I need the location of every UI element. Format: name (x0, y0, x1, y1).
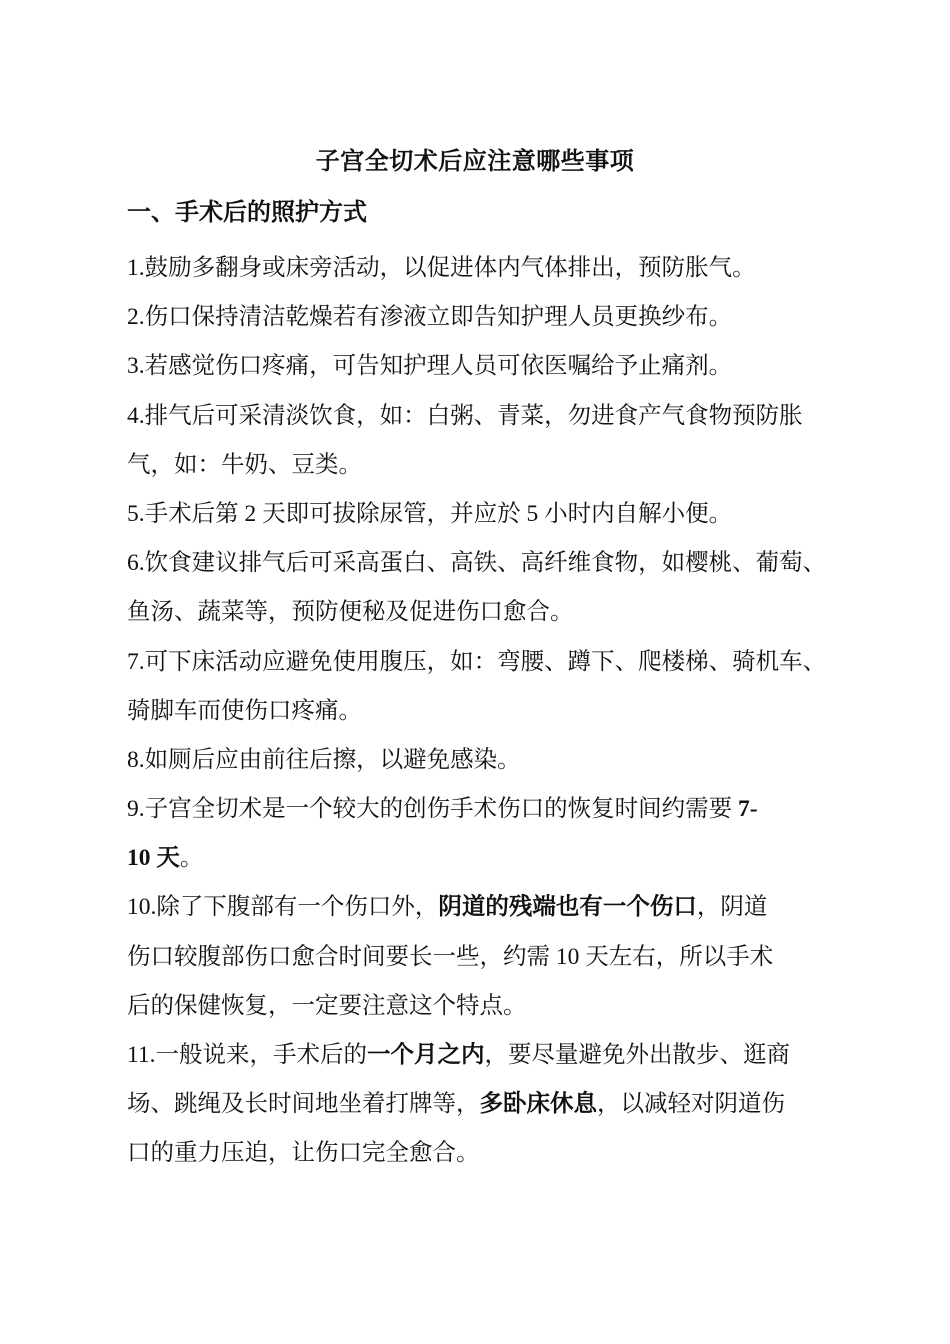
text-line (127, 687, 847, 736)
text-line (127, 883, 847, 932)
text-run: 10.除了下腹部有一个伤口外， (127, 894, 439, 921)
text-line (127, 293, 847, 342)
text-line (127, 1031, 847, 1080)
text-line (127, 244, 847, 293)
bold-text: 10 天 (127, 845, 180, 872)
text-run: 骑脚车而使伤口疼痛。 (127, 697, 362, 724)
text-line (127, 1080, 847, 1129)
text-line (127, 834, 847, 883)
text-run: 场、跳绳及长时间地坐着打牌等， (127, 1091, 480, 1118)
text-run: 1.鼓励多翻身或床旁活动，以促进体内气体排出，预防胀气。 (127, 255, 756, 281)
text-run: ，以减轻对阴道伤 (597, 1091, 785, 1118)
text-run: 5.手术后第 2 天即可拔除尿管，并应於 5 小时内自解小便。 (127, 500, 733, 527)
text-run: 。 (179, 845, 204, 872)
bold-text: 7- (738, 796, 758, 823)
bold-text: 一个月之内 (367, 1042, 485, 1068)
text-run: 鱼汤、蔬菜等，预防便秘及促进伤口愈合。 (127, 599, 574, 626)
text-run: 6.饮食建议排气后可采高蛋白、高铁、高纤维食物，如樱桃、葡萄、 (127, 550, 827, 577)
text-run: 8.如厕后应由前往后擦，以避免感染。 (127, 746, 521, 773)
text-run: ，要尽量避免外出散步、逛商 (484, 1042, 791, 1068)
text-run: 2.伤口保持清洁乾燥若有渗液立即告知护理人员更换纱布。 (127, 304, 733, 331)
body-text (127, 244, 847, 1179)
text-run: 3.若感觉伤口疼痛，可告知护理人员可依医嘱给予止痛剂。 (127, 353, 733, 380)
text-line (127, 392, 847, 441)
text-run: 后的保健恢复，一定要注意这个特点。 (127, 992, 527, 1019)
text-run: 伤口较腹部伤口愈合时间要长一些，约需 10 天左右，所以手术 (127, 943, 774, 970)
bold-text: 多卧床休息 (479, 1091, 597, 1118)
text-line (127, 933, 847, 982)
text-line (127, 490, 847, 539)
section-heading: 一、手术后的照护方式 (127, 200, 367, 226)
text-line (127, 588, 847, 637)
text-run: ，阴道 (696, 894, 768, 921)
text-line (127, 982, 847, 1031)
text-run: 9.子宫全切术是一个较大的创伤手术伤口的恢复时间约需要 (127, 796, 738, 823)
text-line (127, 539, 847, 588)
text-line (127, 441, 847, 490)
text-line (127, 736, 847, 785)
text-run: 11.一般说来，手术后的 (127, 1042, 368, 1068)
text-run: 7.可下床活动应避免使用腹压，如：弯腰、蹲下、爬楼梯、骑机车、 (127, 648, 827, 675)
text-line (127, 1129, 847, 1178)
bold-text: 阴道的残端也有一个伤口 (438, 894, 697, 921)
text-run: 4.排气后可采清淡饮食，如：白粥、青菜，勿进食产气食物预防胀 (127, 402, 803, 429)
document-title: 子宫全切术后应注意哪些事项 (315, 149, 635, 175)
text-run: 口的重力压迫，让伤口完全愈合。 (127, 1140, 480, 1167)
text-line (127, 342, 847, 391)
text-line (127, 785, 847, 834)
text-run: 气，如：牛奶、豆类。 (127, 451, 362, 478)
text-line (127, 638, 847, 687)
